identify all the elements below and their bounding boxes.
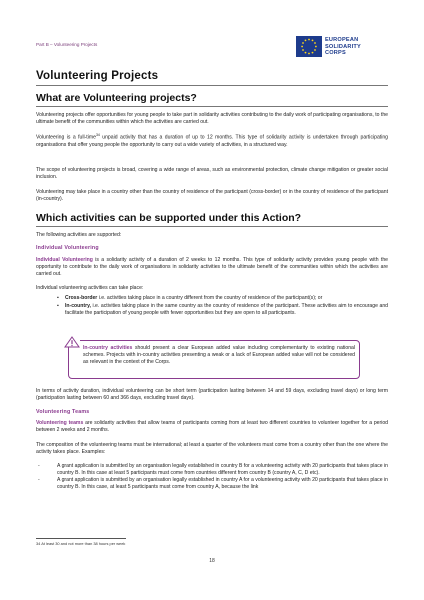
paragraph-scope: The scope of volunteering projects is broad, covering a wide range of areas, such as environmental protection, climate change mitigation or greater social inclusion. [36, 167, 388, 180]
section-heading-activities: Which activities can be supported under this Action? [36, 212, 302, 224]
warning-icon [64, 335, 80, 347]
bullet-icon: ▪ [57, 295, 59, 301]
logo-wordmark [325, 37, 361, 57]
paragraph-location: Volunteering may take place in a country other than the country of residence of the participant (cross-border) or in the country of residence of the participant (in-country). [36, 189, 388, 202]
paragraph-composition: The composition of the volunteering teams must be international; at least a quarter of the volunteers must come from a country other than the one where the activity takes place. Examples: [36, 442, 388, 455]
paragraph-full-time [36, 132, 388, 149]
paragraph-individual-volunteering [36, 257, 388, 278]
page-number: 18 [209, 558, 215, 564]
subheading-volunteering-teams: Volunteering Teams [36, 409, 90, 415]
section-divider-activities [36, 226, 388, 227]
activities-intro: The following activities are supported: [36, 232, 122, 238]
subheading-individual-volunteering: Individual Volunteering [36, 245, 99, 251]
paragraph-duration: In terms of activity duration, individual volunteering can be short term (participation lasting between 14 and 59 days, excluding travel days) or long term (participation lasting between 60 and 366 days, excluding travel days). [36, 388, 388, 401]
bullet-item-in-country: ▪ In-country, i.e. activities taking place in the same country as the country of residence of the participant. These activities aim to encourage and facilitate the participation of young people with fewer opportunities but they are open to all participants. [57, 302, 388, 316]
callout-body: should present a clear European added value including complementarity to existing national schemes. Projects with in-country activities presenting a weak or a lack of European added value will not be considered as relevant in the context of the Corps. [83, 345, 356, 365]
footnote-divider [36, 538, 126, 539]
iv-highlight: Individual Volunteering [36, 257, 93, 263]
page-header [36, 36, 388, 58]
callout-text [83, 345, 355, 366]
iv-text: is a solidarity activity of a duration of 2 weeks to 12 months. This type of solidarity activity provides young people with the opportunity to contribute to the daily work of organisations in solidarity activities to the ultimate benefit of the communities within which the activities are carried out. [36, 257, 388, 277]
logo-line-2: SOLIDARITY [325, 43, 361, 50]
paragraph-full-time-b: unpaid activity that has a duration of up to 12 months. This type of solidarity activity is undertaken through participating organisations that offer young people the opportunity to carry out a wide variety of activities, in a structured way. [36, 134, 388, 148]
logo-line-1: EUROPEAN [325, 37, 359, 43]
example-item: - A grant application is submitted by an organisation legally established in country A for a volunteering activity with 20 participants that takes place in country B. In this case, at least 5 participants must come from country A, because the link [38, 477, 388, 490]
footnote: 34 At least 30 and not more than 38 hours per week [36, 541, 126, 546]
running-title: Part B – Volunteering Projects [36, 42, 98, 47]
callout-highlight: In-country activities [83, 345, 133, 351]
examples-list [36, 463, 388, 491]
paragraph-full-time-a: Volunteering is a full-time [36, 134, 96, 141]
title-divider [36, 85, 388, 86]
eu-flag-icon [296, 36, 322, 57]
esc-logo [296, 36, 388, 58]
section-divider-what [36, 106, 388, 107]
paragraph-intro: Volunteering projects offer opportunities for young people to take part in solidarity activities contributing to the daily work of participating organisations, to the ultimate benefit of the communities within which the activities are carried out. [36, 112, 388, 125]
section-heading-what: What are Volunteering projects? [36, 92, 197, 104]
paragraph-iv-forms: Individual volunteering activities can take place: [36, 285, 144, 291]
bullet-icon: ▪ [57, 302, 59, 309]
callout-box [68, 340, 360, 379]
example-item: - A grant application is submitted by an organisation legally established in country B for a volunteering activity with 20 participants that takes place in country B. In this case at least 5 participants must come from countries different from country B (country A, C, D etc). [38, 463, 388, 476]
bullet-item-cross-border: ▪ Cross-border i.e. activities taking place in a country different from the country of residence of the participant(s); or [57, 295, 323, 301]
footnote-ref: 34 [95, 133, 100, 137]
bullet-list [36, 295, 388, 317]
page-title: Volunteering Projects [36, 70, 159, 82]
vt-text: are solidarity activities that allow teams of participants coming from at least two different countries to volunteer together for a period between 2 weeks and 2 months. [36, 420, 389, 433]
logo-line-3: CORPS [325, 50, 346, 57]
vt-highlight: Volunteering teams [36, 420, 84, 426]
paragraph-volunteering-teams [36, 420, 388, 434]
